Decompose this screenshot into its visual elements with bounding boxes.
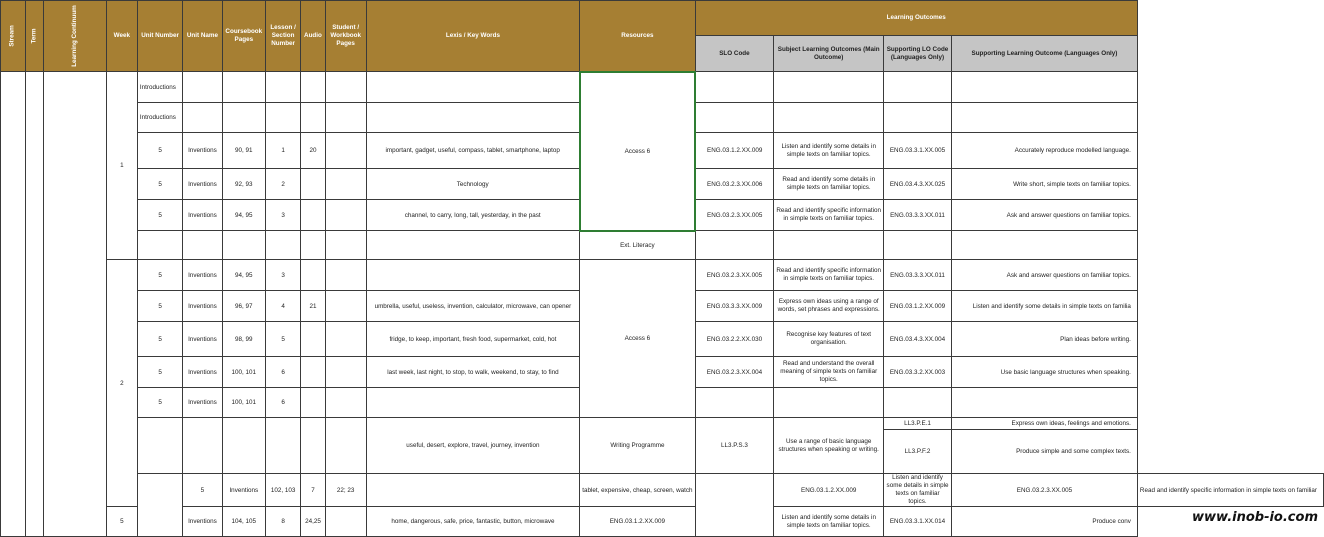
workbook-cell[interactable] bbox=[325, 260, 366, 291]
lesson-cell[interactable] bbox=[266, 418, 301, 474]
unit-number-cell[interactable]: 5 bbox=[106, 507, 137, 537]
week-cell bbox=[137, 474, 182, 537]
table-row bbox=[1, 474, 1324, 507]
unit-number-cell[interactable]: 5 bbox=[137, 169, 182, 200]
slo-cell[interactable] bbox=[695, 103, 774, 133]
sup-code-cell[interactable]: ENG.03.2.3.XX.005 bbox=[952, 474, 1138, 507]
resource-cell[interactable] bbox=[695, 474, 774, 537]
lesson-cell[interactable]: 2 bbox=[266, 169, 301, 200]
sup-lo-cell[interactable]: Plan ideas before writing. bbox=[952, 322, 1138, 357]
pages-cell[interactable] bbox=[222, 72, 266, 103]
lesson-cell[interactable] bbox=[266, 231, 301, 260]
sup-code-cell[interactable]: LL3.P.F.2 bbox=[884, 430, 952, 474]
pages-cell[interactable]: 100, 101 bbox=[222, 388, 266, 418]
lexis-cell[interactable] bbox=[366, 72, 580, 103]
subject-lo-cell[interactable]: Read and understand the overall meaning of simple texts on familiar topics. bbox=[774, 357, 884, 388]
subject-lo-cell[interactable]: Express own ideas using a range of words, set phrases and expressions. bbox=[774, 291, 884, 322]
slo-cell[interactable]: ENG.03.1.2.XX.009 bbox=[580, 507, 695, 537]
unit-number-cell[interactable]: 5 bbox=[137, 322, 182, 357]
lexis-cell[interactable] bbox=[366, 260, 580, 291]
resource-cell[interactable]: Access 6 bbox=[580, 260, 695, 418]
slo-cell[interactable]: ENG.03.2.3.XX.006 bbox=[695, 169, 774, 200]
watermark: www.inob-io.com bbox=[1192, 510, 1318, 525]
slo-cell[interactable]: ENG.03.3.3.XX.009 bbox=[695, 291, 774, 322]
workbook-cell[interactable] bbox=[325, 388, 366, 418]
unit-number-cell[interactable]: 5 bbox=[137, 260, 182, 291]
sup-code-cell[interactable]: ENG.03.4.3.XX.025 bbox=[884, 169, 952, 200]
unit-name-cell[interactable]: Inventions bbox=[183, 357, 222, 388]
lexis-cell[interactable] bbox=[366, 388, 580, 418]
audio-cell[interactable] bbox=[301, 322, 326, 357]
slo-cell[interactable]: ENG.03.2.3.XX.005 bbox=[695, 260, 774, 291]
header-lesson-section: Lesson / Section Number bbox=[266, 1, 301, 72]
lexis-cell[interactable]: umbrella, useful, useless, invention, calculator, microwave, can opener bbox=[366, 291, 580, 322]
workbook-cell[interactable] bbox=[325, 200, 366, 231]
slo-cell[interactable]: ENG.03.1.2.XX.009 bbox=[774, 474, 884, 507]
lesson-cell[interactable]: 3 bbox=[266, 200, 301, 231]
lexis-cell[interactable]: important, gadget, useful, compass, tablet, smartphone, laptop bbox=[366, 133, 580, 169]
pages-cell[interactable]: 104, 105 bbox=[222, 507, 266, 537]
lesson-cell[interactable]: 4 bbox=[266, 291, 301, 322]
subject-lo-cell[interactable]: Read and identify some details in simple texts on familiar topics. bbox=[774, 169, 884, 200]
pages-cell[interactable]: 90, 91 bbox=[222, 133, 266, 169]
header-workbook-pages: Student / Workbook Pages bbox=[325, 1, 366, 72]
header-unit-name: Unit Name bbox=[183, 1, 222, 72]
pages-cell[interactable] bbox=[222, 418, 266, 474]
workbook-cell[interactable] bbox=[325, 103, 366, 133]
audio-cell[interactable] bbox=[301, 357, 326, 388]
lexis-cell[interactable] bbox=[366, 103, 580, 133]
sup-code-cell[interactable]: ENG.03.3.2.XX.003 bbox=[884, 357, 952, 388]
header-learning-outcomes: Learning Outcomes bbox=[695, 1, 1137, 36]
unit-name-cell[interactable] bbox=[183, 72, 222, 103]
sup-code-cell[interactable]: ENG.03.4.3.XX.004 bbox=[884, 322, 952, 357]
lexis-cell[interactable]: home, dangerous, safe, price, fantastic, button, microwave bbox=[366, 507, 580, 537]
pages-cell[interactable]: 96, 97 bbox=[222, 291, 266, 322]
resource-cell[interactable]: Ext. Literacy bbox=[580, 231, 695, 260]
pages-cell[interactable]: 98, 99 bbox=[222, 322, 266, 357]
pages-cell[interactable]: 94, 95 bbox=[222, 260, 266, 291]
sup-lo-cell[interactable]: Accurately reproduce modelled language. bbox=[952, 133, 1138, 169]
unit-name-cell[interactable]: Inventions bbox=[183, 133, 222, 169]
workbook-cell[interactable] bbox=[325, 231, 366, 260]
sup-code-cell[interactable] bbox=[884, 388, 952, 418]
pages-cell[interactable]: 102, 103 bbox=[266, 474, 301, 507]
unit-name-cell[interactable]: Inventions bbox=[183, 169, 222, 200]
sup-lo-cell[interactable]: Ask and answer questions on familiar topics. bbox=[952, 260, 1138, 291]
sup-lo-cell[interactable] bbox=[952, 103, 1138, 133]
sup-lo-cell[interactable]: Use basic language structures when speaking. bbox=[952, 357, 1138, 388]
subject-lo-cell[interactable]: Recognise key features of text organisation. bbox=[774, 322, 884, 357]
pages-cell[interactable] bbox=[222, 231, 266, 260]
sup-code-cell[interactable]: ENG.03.3.1.XX.005 bbox=[884, 133, 952, 169]
audio-cell[interactable] bbox=[301, 418, 326, 474]
header-supporting-lo-code: Supporting LO Code (Languages Only) bbox=[884, 36, 952, 72]
pages-cell[interactable] bbox=[222, 103, 266, 133]
header-slo-code: SLO Code bbox=[695, 36, 774, 72]
workbook-cell[interactable] bbox=[325, 169, 366, 200]
unit-number-cell[interactable]: Introductions bbox=[137, 103, 182, 133]
week-cell: 1 bbox=[106, 72, 137, 260]
header-unit-number: Unit Number bbox=[137, 1, 182, 72]
workbook-cell[interactable] bbox=[325, 418, 366, 474]
term-cell bbox=[25, 72, 44, 537]
sup-lo-cell[interactable]: Write short, simple texts on familiar topics. bbox=[952, 169, 1138, 200]
subject-lo-cell[interactable]: Read and identify specific information in simple texts on familiar topics. bbox=[774, 200, 884, 231]
unit-name-cell[interactable]: Inventions bbox=[183, 291, 222, 322]
table-row bbox=[1, 418, 1324, 430]
sup-code-cell[interactable]: ENG.03.3.3.XX.011 bbox=[884, 200, 952, 231]
sup-lo-cell[interactable] bbox=[952, 231, 1138, 260]
audio-cell[interactable] bbox=[301, 388, 326, 418]
slo-cell[interactable] bbox=[695, 388, 774, 418]
unit-number-cell[interactable]: Introductions bbox=[137, 72, 182, 103]
header-audio: Audio bbox=[301, 1, 326, 72]
unit-number-cell[interactable]: 5 bbox=[137, 291, 182, 322]
unit-number-cell[interactable]: 5 bbox=[183, 474, 222, 507]
audio-cell[interactable] bbox=[301, 103, 326, 133]
header-week: Week bbox=[106, 1, 137, 72]
sup-code-cell[interactable]: ENG.03.1.2.XX.009 bbox=[884, 291, 952, 322]
audio-cell[interactable]: 22; 23 bbox=[325, 474, 366, 507]
audio-cell[interactable] bbox=[301, 72, 326, 103]
subject-lo-cell[interactable]: Read and identify specific information in simple texts on familiar topics. bbox=[774, 260, 884, 291]
slo-cell[interactable]: ENG.03.2.3.XX.005 bbox=[695, 200, 774, 231]
audio-cell[interactable] bbox=[301, 169, 326, 200]
slo-cell[interactable]: LL3.P.S.3 bbox=[695, 418, 774, 474]
stream-cell bbox=[1, 72, 26, 537]
lesson-cell[interactable]: 7 bbox=[301, 474, 326, 507]
unit-name-cell[interactable]: Inventions bbox=[183, 388, 222, 418]
unit-name-cell[interactable]: Inventions bbox=[222, 474, 266, 507]
lesson-cell[interactable]: 6 bbox=[266, 357, 301, 388]
subject-lo-cell[interactable] bbox=[774, 103, 884, 133]
slo-cell[interactable] bbox=[695, 231, 774, 260]
lesson-cell[interactable]: 5 bbox=[266, 322, 301, 357]
unit-number-cell[interactable]: 5 bbox=[137, 200, 182, 231]
lexis-cell[interactable]: tablet, expensive, cheap, screen, watch bbox=[580, 474, 695, 507]
unit-name-cell[interactable] bbox=[183, 103, 222, 133]
pages-cell[interactable]: 94, 95 bbox=[222, 200, 266, 231]
workbook-cell[interactable] bbox=[325, 72, 366, 103]
unit-name-cell[interactable]: Inventions bbox=[183, 200, 222, 231]
unit-number-cell[interactable] bbox=[137, 231, 182, 260]
audio-cell[interactable]: 24,25 bbox=[301, 507, 326, 537]
lesson-cell[interactable] bbox=[266, 72, 301, 103]
header-supporting-lo: Supporting Learning Outcome (Languages Only) bbox=[952, 36, 1138, 72]
lesson-cell[interactable]: 1 bbox=[266, 133, 301, 169]
sup-lo-cell[interactable]: Produce simple and some complex texts. bbox=[952, 430, 1138, 474]
continuum-cell bbox=[44, 72, 107, 537]
unit-number-cell[interactable]: 5 bbox=[137, 357, 182, 388]
workbook-cell[interactable] bbox=[325, 357, 366, 388]
header-stream: Stream bbox=[1, 1, 26, 72]
header-coursebook-pages: Coursebook Pages bbox=[222, 1, 266, 72]
subject-lo-cell[interactable]: Listen and identify some details in simple texts on familiar topics. bbox=[884, 474, 952, 507]
slo-cell[interactable]: ENG.03.2.2.XX.030 bbox=[695, 322, 774, 357]
week-cell: 2 bbox=[106, 260, 137, 507]
pages-cell[interactable]: 100, 101 bbox=[222, 357, 266, 388]
lesson-cell[interactable]: 6 bbox=[266, 388, 301, 418]
lexis-cell[interactable]: last week, last night, to stop, to walk, weekend, to stay, to find bbox=[366, 357, 580, 388]
unit-name-cell[interactable] bbox=[183, 418, 222, 474]
subject-lo-cell[interactable]: Use a range of basic language structures when speaking or writing. bbox=[774, 418, 884, 474]
audio-cell[interactable] bbox=[301, 231, 326, 260]
workbook-cell[interactable] bbox=[325, 133, 366, 169]
lesson-cell[interactable] bbox=[266, 103, 301, 133]
resource-cell[interactable]: Writing Programme bbox=[580, 418, 695, 474]
header-learning-continuum: Learning Continuum bbox=[44, 1, 107, 72]
lexis-cell[interactable]: Technology bbox=[366, 169, 580, 200]
workbook-cell[interactable] bbox=[366, 474, 580, 507]
sup-lo-cell[interactable]: Read and identify specific information in simple texts on familiar bbox=[1137, 474, 1323, 507]
unit-name-cell[interactable]: Inventions bbox=[183, 322, 222, 357]
sup-lo-cell[interactable] bbox=[952, 72, 1138, 103]
subject-lo-cell[interactable]: Listen and identify some details in simple texts on familiar topics. bbox=[774, 133, 884, 169]
sup-code-cell[interactable] bbox=[884, 72, 952, 103]
workbook-cell[interactable] bbox=[325, 507, 366, 537]
unit-number-cell[interactable] bbox=[137, 418, 182, 474]
audio-cell[interactable] bbox=[301, 260, 326, 291]
table-row bbox=[1, 260, 1324, 291]
unit-name-cell[interactable]: Inventions bbox=[183, 507, 222, 537]
table-row bbox=[1, 507, 1324, 537]
sup-lo-cell[interactable] bbox=[952, 388, 1138, 418]
lesson-cell[interactable]: 8 bbox=[266, 507, 301, 537]
lexis-cell[interactable]: channel, to carry, long, tall, yesterday, in the past bbox=[366, 200, 580, 231]
table-row bbox=[1, 72, 1324, 103]
lexis-cell[interactable] bbox=[366, 231, 580, 260]
resource-cell-selected[interactable]: Access 6 bbox=[580, 72, 695, 231]
audio-cell[interactable]: 21 bbox=[301, 291, 326, 322]
subject-lo-cell[interactable] bbox=[774, 72, 884, 103]
unit-number-cell[interactable]: 5 bbox=[137, 388, 182, 418]
subject-lo-cell[interactable]: Listen and identify some details in simple texts on familiar topics. bbox=[774, 507, 884, 537]
unit-number-cell[interactable]: 5 bbox=[137, 133, 182, 169]
lesson-cell[interactable]: 3 bbox=[266, 260, 301, 291]
sup-lo-cell[interactable]: Listen and identify some details in simple texts on familia bbox=[952, 291, 1138, 322]
lexis-cell[interactable]: fridge, to keep, important, fresh food, supermarket, cold, hot bbox=[366, 322, 580, 357]
workbook-cell[interactable] bbox=[325, 322, 366, 357]
workbook-cell[interactable] bbox=[325, 291, 366, 322]
sup-lo-cell[interactable]: Produce conv bbox=[952, 507, 1138, 537]
header-term: Term bbox=[25, 1, 44, 72]
header-resources: Resources bbox=[580, 1, 695, 72]
sup-code-cell[interactable]: ENG.03.3.1.XX.014 bbox=[884, 507, 952, 537]
header-subject-lo: Subject Learning Outcomes (Main Outcome) bbox=[774, 36, 884, 72]
header-lexis: Lexis / Key Words bbox=[366, 1, 580, 72]
pages-cell[interactable]: 92, 93 bbox=[222, 169, 266, 200]
table-row bbox=[1, 231, 1324, 260]
sup-lo-cell[interactable]: Ask and answer questions on familiar topics. bbox=[952, 200, 1138, 231]
lexis-cell[interactable]: useful, desert, explore, travel, journey, invention bbox=[366, 418, 580, 474]
audio-cell[interactable]: 20 bbox=[301, 133, 326, 169]
sup-code-cell[interactable] bbox=[884, 103, 952, 133]
unit-name-cell[interactable]: Inventions bbox=[183, 260, 222, 291]
sup-lo-cell[interactable]: Express own ideas, feelings and emotions. bbox=[952, 418, 1138, 430]
sup-code-cell[interactable]: LL3.P.E.1 bbox=[884, 418, 952, 430]
unit-name-cell[interactable] bbox=[183, 231, 222, 260]
sup-code-cell[interactable] bbox=[884, 231, 952, 260]
slo-cell[interactable]: ENG.03.2.3.XX.004 bbox=[695, 357, 774, 388]
slo-cell[interactable] bbox=[695, 72, 774, 103]
audio-cell[interactable] bbox=[301, 200, 326, 231]
subject-lo-cell[interactable] bbox=[774, 231, 884, 260]
slo-cell[interactable]: ENG.03.1.2.XX.009 bbox=[695, 133, 774, 169]
sup-code-cell[interactable]: ENG.03.3.3.XX.011 bbox=[884, 260, 952, 291]
subject-lo-cell[interactable] bbox=[774, 388, 884, 418]
